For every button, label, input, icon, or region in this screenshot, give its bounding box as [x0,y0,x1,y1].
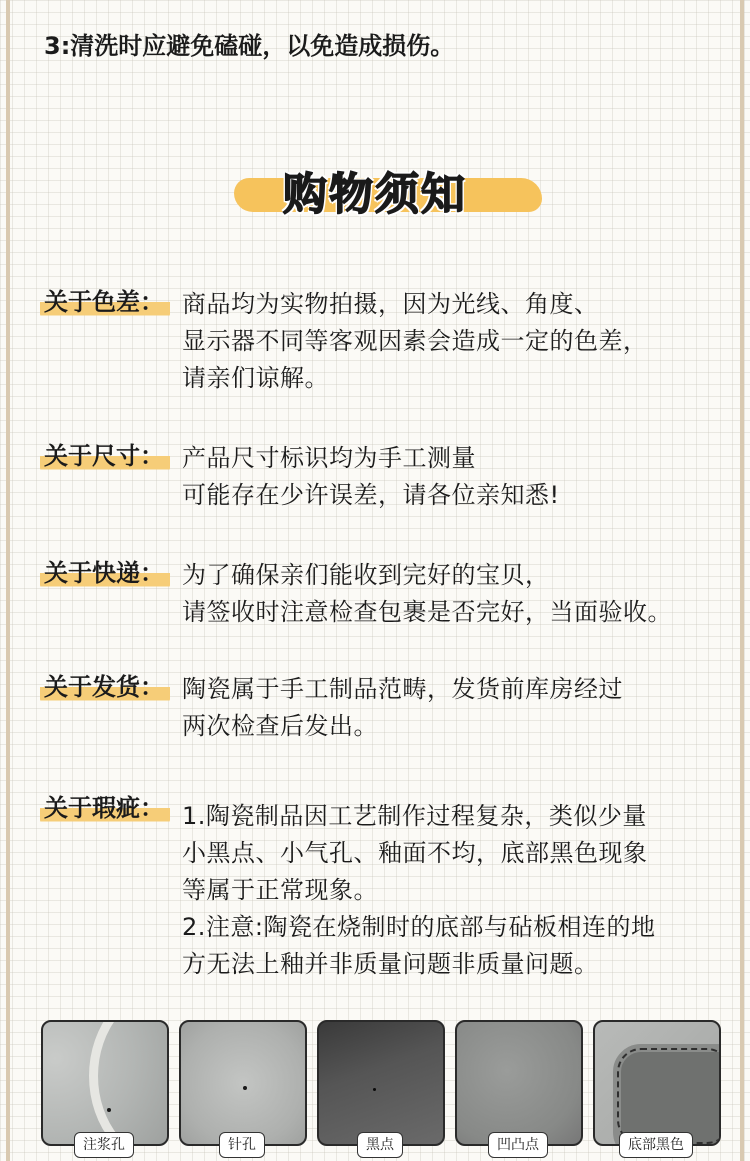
defect-photo-black-spot [317,1020,445,1146]
defect-caption: 底部黑色 [619,1132,693,1158]
notice-body [182,798,655,983]
notice-label: 关于发货： [40,671,170,703]
notice-line: 陶瓷属于手工制品范畴，发货前库房经过 [182,675,623,703]
notice-line: 产品尺寸标识均为手工测量 [182,444,476,472]
plate-rim [89,1020,169,1146]
defect-dot [107,1108,111,1112]
defect-photo-bump [455,1020,583,1146]
notice-body [182,286,648,397]
notice-line: 等属于正常现象。 [182,876,378,904]
notice-label: 关于瑕疵： [40,792,170,824]
defect-photo-grout-hole [41,1020,169,1146]
notice-line: 2.注意:陶瓷在烧制时的底部与砧板相连的地 [182,913,656,941]
section-title: 购物须知 [283,169,467,220]
defect-caption: 黑点 [357,1132,403,1158]
defect-photo-black-bottom [593,1020,721,1146]
defect-example-gallery [41,1020,721,1155]
defect-dot [373,1088,376,1091]
notice-label: 关于尺寸： [40,440,170,472]
defect-photo-pinhole [179,1020,307,1146]
notice-body [182,440,560,514]
defect-caption: 注浆孔 [74,1132,134,1158]
notice-line: 可能存在少许误差，请各位亲知悉! [182,481,560,509]
unglazed-ring [617,1048,721,1144]
notice-line: 小黑点、小气孔、釉面不均，底部黑色现象 [182,839,648,867]
section-title-banner [0,164,750,226]
notice-body [182,671,623,745]
notice-line: 方无法上釉并非质量问题非质量问题。 [182,950,599,978]
notice-label: 关于色差： [40,286,170,318]
notice-line: 商品均为实物拍摄，因为光线、角度、 [182,290,599,318]
notice-body [182,557,672,631]
notice-line: 为了确保亲们能收到完好的宝贝， [182,561,550,589]
defect-dot [243,1086,247,1090]
notice-line: 请亲们谅解。 [182,364,329,392]
defect-caption: 凹凸点 [488,1132,548,1158]
care-note: 3:清洗时应避免磕碰，以免造成损伤。 [44,32,455,60]
notice-label: 关于快递： [40,557,170,589]
notice-line: 两次检查后发出。 [182,712,378,740]
notice-line: 显示器不同等客观因素会造成一定的色差， [182,327,648,355]
defect-caption: 针孔 [219,1132,265,1158]
notice-line: 请签收时注意检查包裹是否完好，当面验收。 [182,598,672,626]
notice-line: 1.陶瓷制品因工艺制作过程复杂，类似少量 [182,802,647,830]
